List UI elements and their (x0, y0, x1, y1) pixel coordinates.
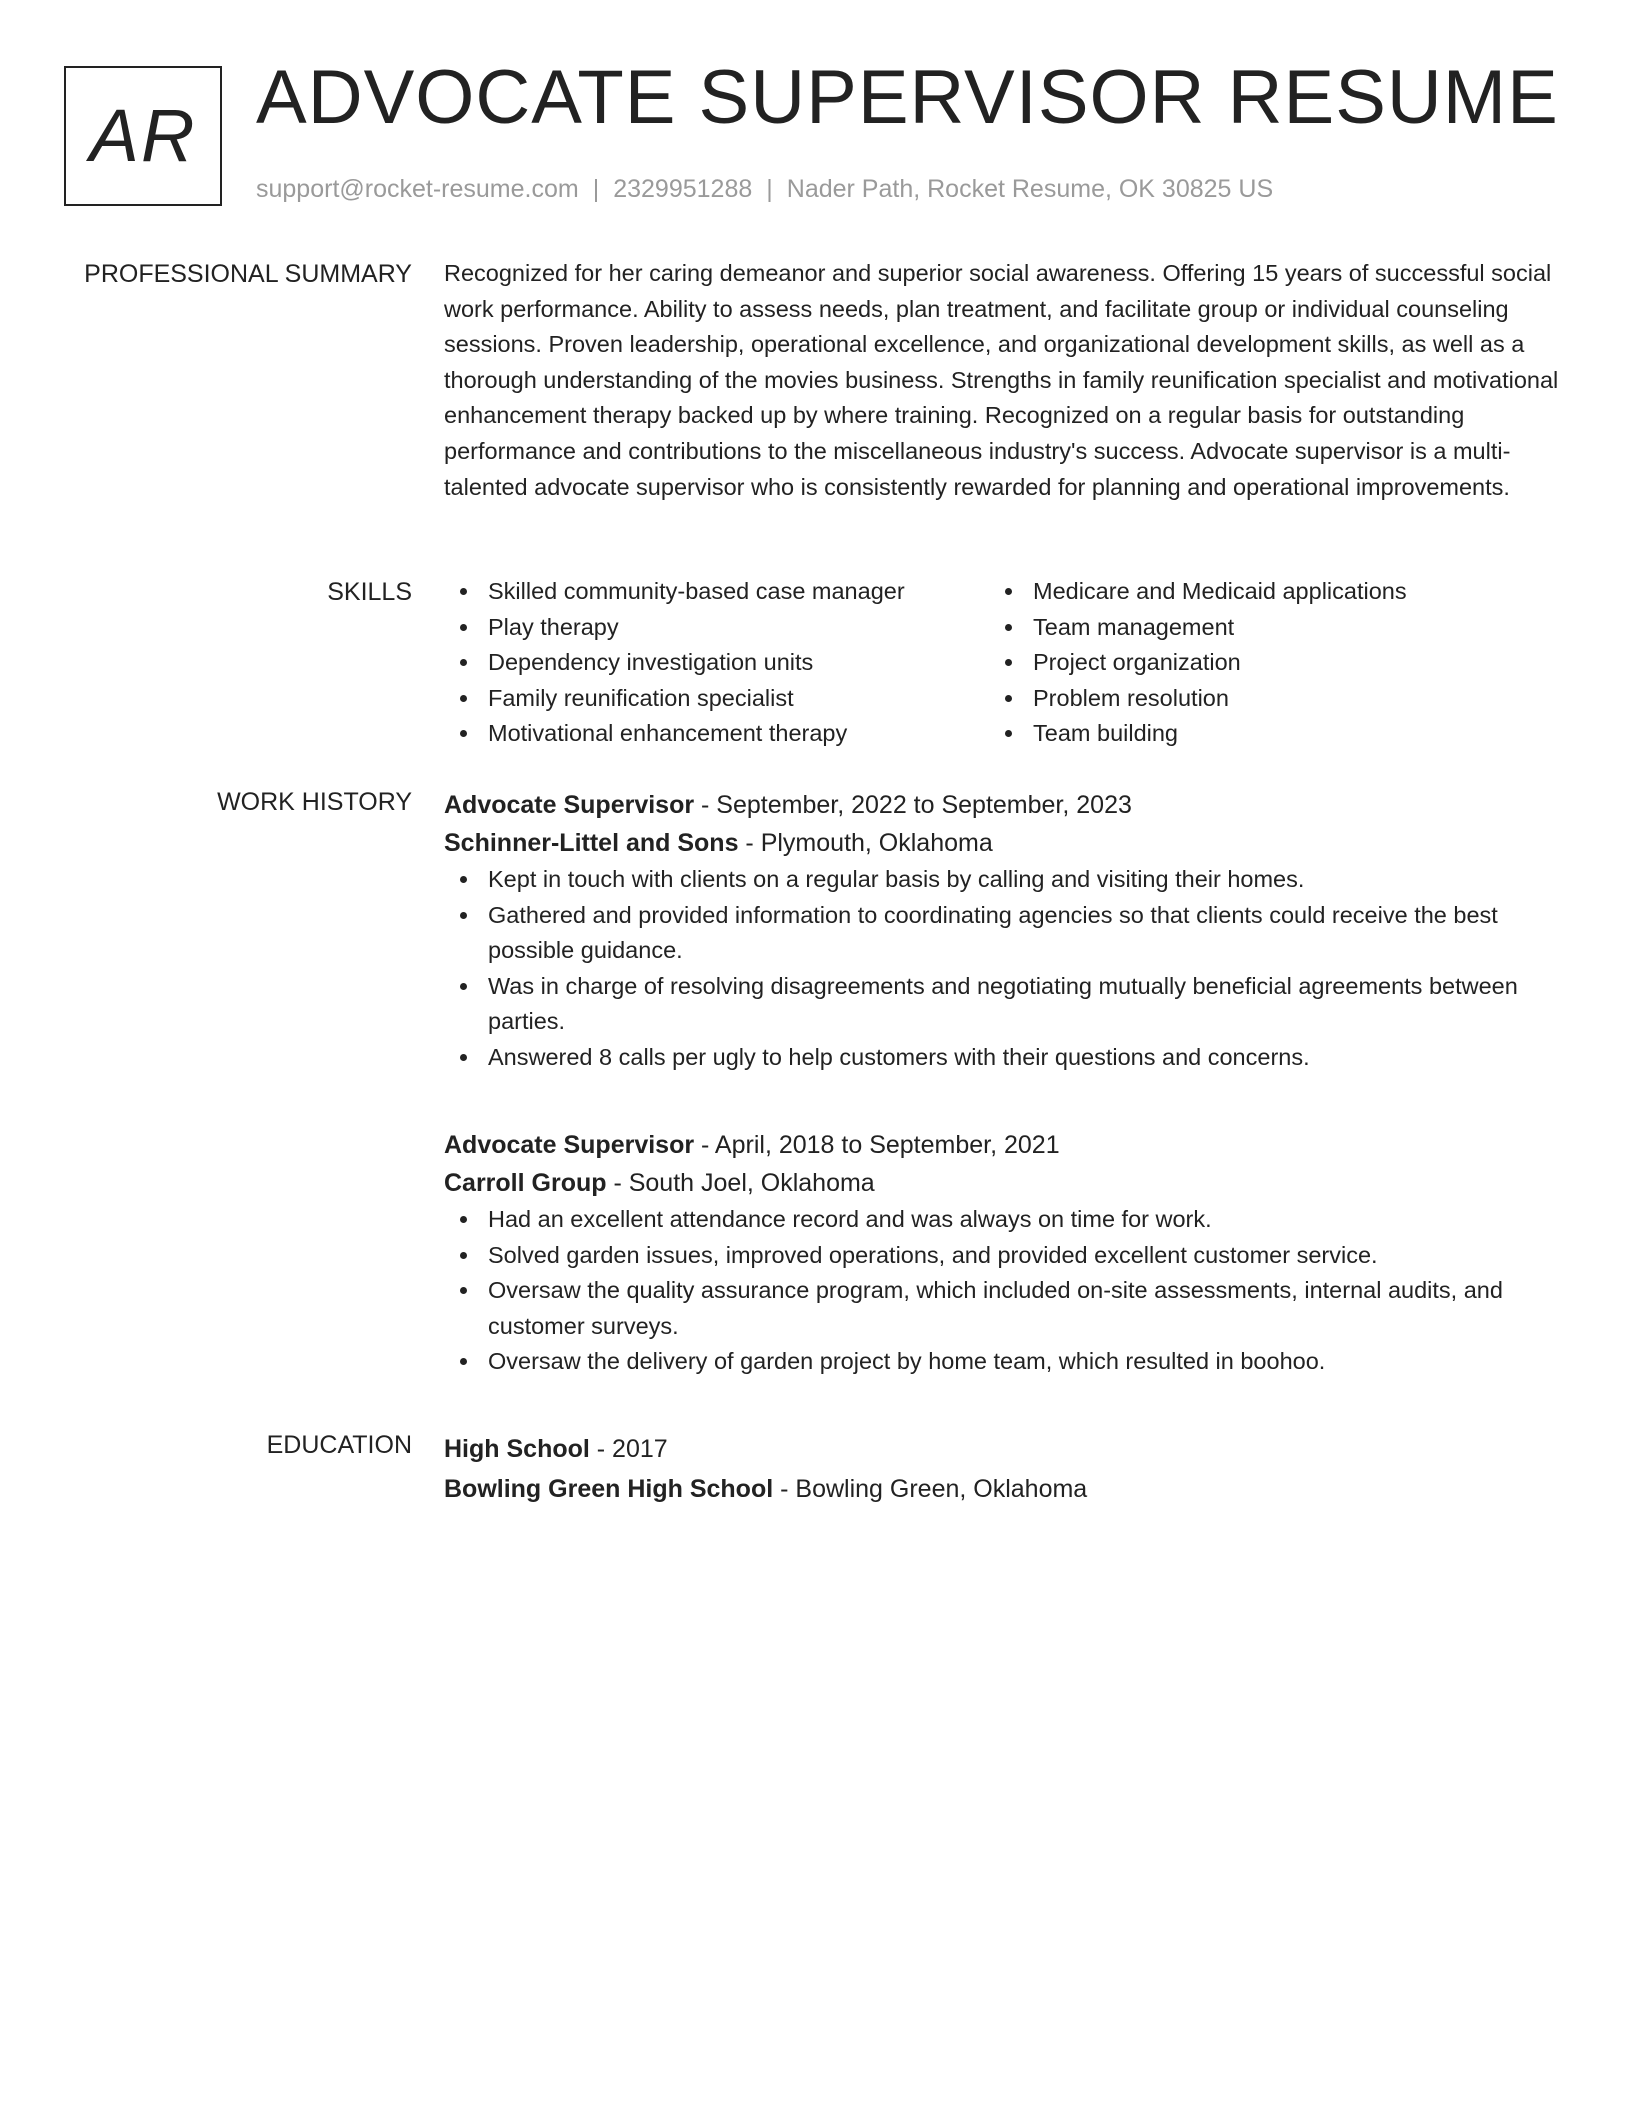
skill-item: Dependency investigation units (444, 645, 989, 681)
job-duty: Was in charge of resolving disagreements and negotiating mutually beneficial agreements between parties. (444, 969, 1560, 1040)
skill-item: Motivational enhancement therapy (444, 716, 989, 752)
skill-item: Play therapy (444, 610, 989, 646)
job-duty: Had an excellent attendance record and was always on time for work. (444, 1202, 1560, 1238)
job-duty: Oversaw the quality assurance program, which included on-site assessments, internal audits, and customer surveys. (444, 1273, 1560, 1344)
contact-email: support@rocket-resume.com (256, 175, 579, 203)
job-duty: Kept in touch with clients on a regular basis by calling and visiting their homes. (444, 862, 1560, 898)
section-heading-education: EDUCATION (266, 1431, 412, 1459)
job-duties-list (444, 1202, 1560, 1380)
education-school: Bowling Green High School (444, 1475, 774, 1503)
job-company: Schinner-Littel and Sons (444, 829, 739, 857)
job-location: - South Joel, Oklahoma (606, 1169, 875, 1197)
summary-body (444, 258, 1560, 507)
education-body (444, 1429, 1560, 1509)
job-entry (444, 786, 1560, 1076)
job-duty: Solved garden issues, improved operations, and provided excellent customer service. (444, 1238, 1560, 1274)
contact-phone: 2329951288 (613, 175, 753, 203)
contact-line (256, 174, 1273, 204)
skill-item: Problem resolution (989, 681, 1534, 717)
job-company: Carroll Group (444, 1169, 607, 1197)
monogram-box (64, 66, 222, 206)
skill-item: Skilled community-based case manager (444, 574, 989, 610)
section-heading-skills: SKILLS (327, 578, 412, 606)
contact-separator: | (592, 175, 600, 203)
job-title: Advocate Supervisor (444, 1131, 695, 1159)
section-heading-summary: PROFESSIONAL SUMMARY (84, 260, 412, 288)
section-heading-work-history: WORK HISTORY (217, 788, 412, 816)
education-degree: High School (444, 1435, 590, 1463)
job-location: - Plymouth, Oklahoma (738, 829, 993, 857)
education-year: - 2017 (589, 1435, 668, 1463)
job-duties-list (444, 862, 1560, 1076)
monogram-initials: AR (89, 94, 197, 177)
job-dates: - September, 2022 to September, 2023 (694, 791, 1132, 819)
skill-item: Medicare and Medicaid applications (989, 574, 1534, 610)
contact-separator: | (766, 175, 773, 203)
education-location: - Bowling Green, Oklahoma (773, 1475, 1088, 1503)
job-dates: - April, 2018 to September, 2021 (694, 1131, 1060, 1159)
summary-text: Recognized for her caring demeanor and superior social awareness. Offering 15 years of successful social work performance. Ability to assess needs, plan treatment, and facilitate group or individual counseling sessions. Proven leadership, operational excellence, and organizational development skills, as well as a thorough understanding of the movies business. Strengths in family reunification specialist and motivational enhancement therapy backed up by where training. Recognized on a regular basis for outstanding performance and contributions to the miscellaneous industry's success. Advocate supervisor is a multi-talented advocate supervisor who is consistently rewarded for planning and operational improvements. (444, 260, 1559, 500)
skills-body (444, 576, 1560, 754)
job-company-line (444, 1164, 1560, 1202)
skills-list-left (444, 574, 989, 752)
resume-title: ADVOCATE SUPERVISOR RESUME (256, 55, 1559, 140)
job-title-line (444, 1126, 1560, 1164)
skill-item: Family reunification specialist (444, 681, 989, 717)
skills-list-right (989, 574, 1534, 752)
education-school-line (444, 1469, 1560, 1509)
job-title-line (444, 786, 1560, 824)
job-duty: Answered 8 calls per ugly to help customers with their questions and concerns. (444, 1040, 1560, 1076)
job-title: Advocate Supervisor (444, 791, 695, 819)
job-duty: Oversaw the delivery of garden project by home team, which resulted in boohoo. (444, 1344, 1560, 1380)
skill-item: Project organization (989, 645, 1534, 681)
contact-address: Nader Path, Rocket Resume, OK 30825 US (786, 175, 1274, 203)
skill-item: Team management (989, 610, 1534, 646)
skill-item: Team building (989, 716, 1534, 752)
education-degree-line (444, 1429, 1560, 1469)
job-entry (444, 1126, 1560, 1380)
job-duty: Gathered and provided information to coordinating agencies so that clients could receive the best possible guidance. (444, 898, 1560, 969)
job-company-line (444, 824, 1560, 862)
